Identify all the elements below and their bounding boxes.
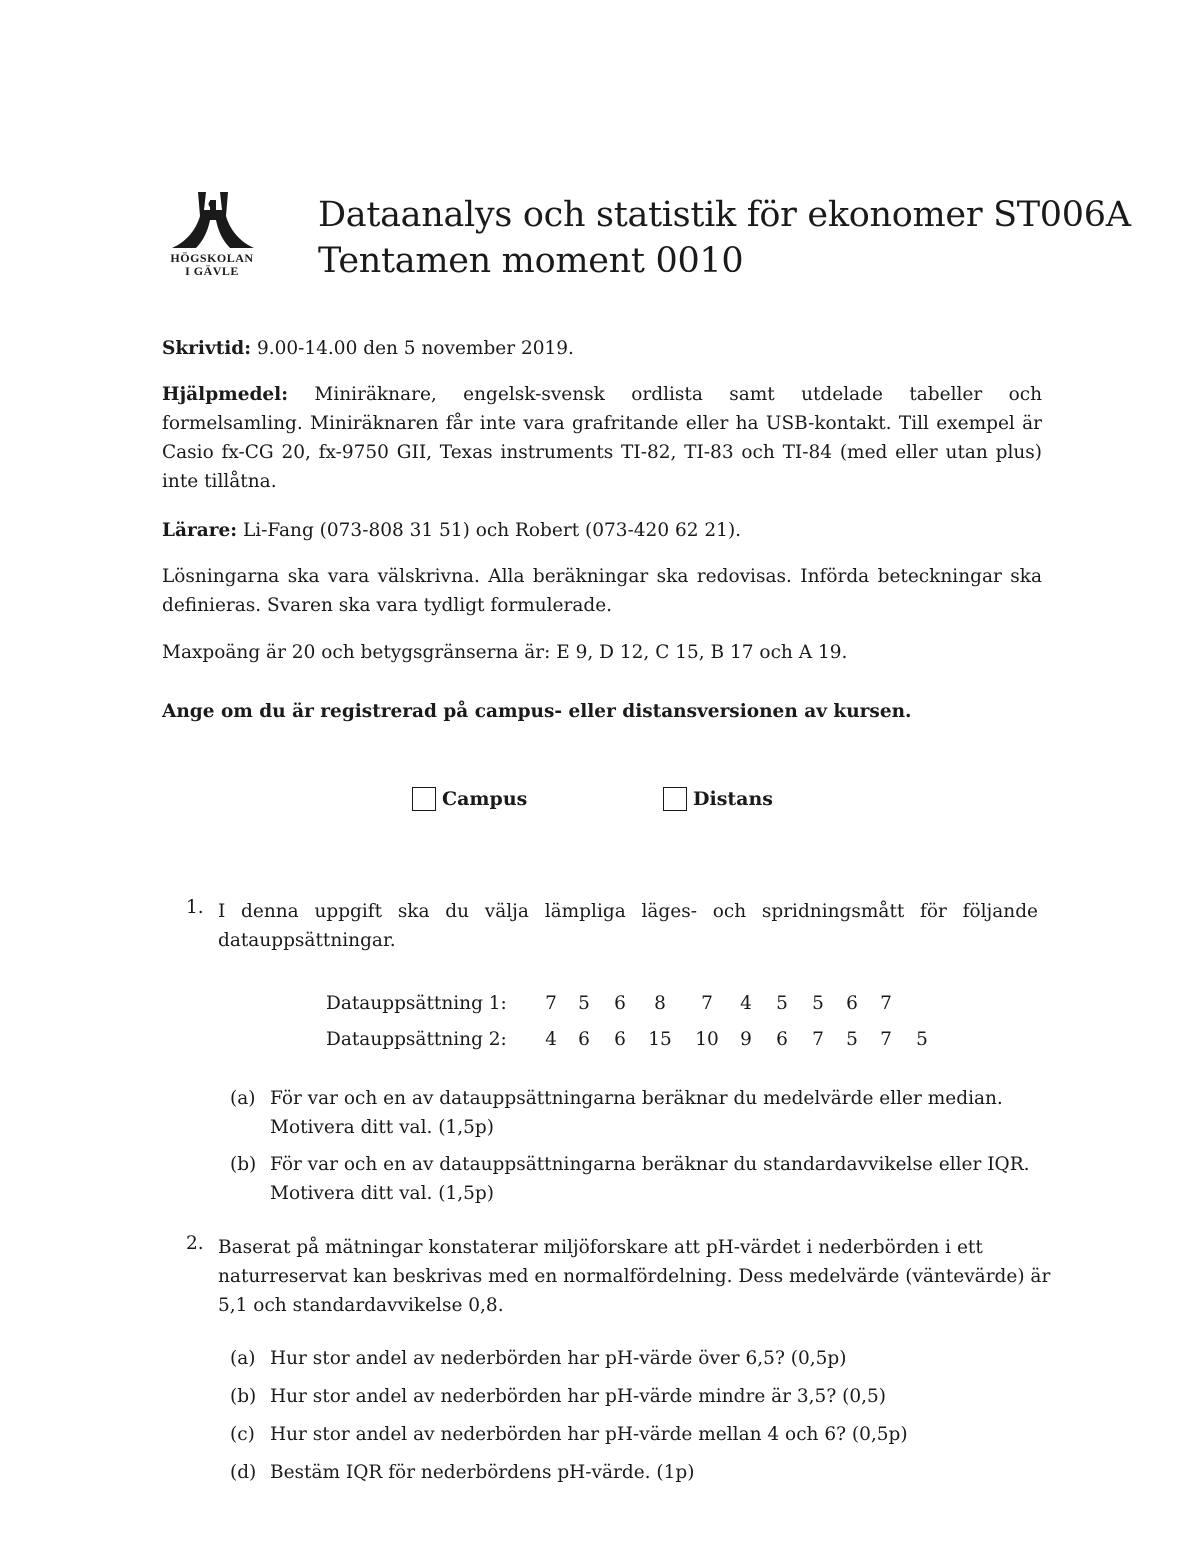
dataset-1-value: 7 [545,993,557,1014]
dataset-2-value: 4 [545,1029,557,1050]
logo-text-line2: I GÄVLE [185,264,239,278]
dataset-1-value: 5 [776,993,788,1014]
university-logo [160,190,264,282]
logo-text-line1: HÖGSKOLAN [170,251,254,265]
dataset-2-value: 9 [740,1029,752,1050]
dataset-2-value: 7 [880,1029,892,1050]
campus-label: Campus [442,788,528,810]
question-2c-label: (c) [230,1424,255,1445]
question-2d-label: (d) [230,1462,257,1483]
question-2c-text: Hur stor andel av nederbörden har pH-värde mellan 4 och 6? (0,5p) [270,1424,908,1445]
larare-label: Lärare: [162,520,238,541]
question-2b-text: Hur stor andel av nederbörden har pH-värde mindre är 3,5? (0,5) [270,1386,886,1407]
dataset-1-value: 5 [812,993,824,1014]
question-1-number: 1. [186,897,204,918]
maxpoang-paragraph: Maxpoäng är 20 och betygsgränserna är: E 9, D 12, C 15, B 17 och A 19. [162,642,848,663]
hjalpmedel-label: Hjälpmedel: [162,384,289,405]
question-1a-text: För var och en av datauppsättningarna beräknar du medelvärde eller median. Motivera ditt val. (1,5p) [270,1088,1003,1138]
dataset-1-value: 8 [654,993,666,1014]
dataset-2-value: 6 [614,1029,626,1050]
distans-checkbox[interactable] [663,787,687,811]
dataset-1-value: 6 [846,993,858,1014]
dataset-2-value: 15 [648,1029,672,1050]
hjalpmedel-value: Miniräknare, engelsk-svensk ordlista samt utdelade tabeller och formelsamling. Miniräknaren får inte vara grafritande eller ha USB-kontakt. Till exempel är Casio fx-CG 20, fx-9750 GII, Texas instruments TI-82, TI-83 och TI-84 (med eller utan plus) inte tillåtna. [162,384,1042,492]
dataset-1-value: 7 [880,993,892,1014]
dataset-1-label: Datauppsättning 1: [326,993,507,1014]
skrivtid-paragraph [162,334,1042,363]
question-1b-text: För var och en av datauppsättningarna beräknar du standardavvikelse eller IQR. Motivera ditt val. (1,5p) [270,1154,1030,1204]
larare-value: Li-Fang (073-808 31 51) och Robert (073-420 62 21). [242,520,742,541]
larare-paragraph [162,516,1042,545]
distans-option[interactable] [663,787,773,817]
question-2d-text: Bestäm IQR för nederbördens pH-värde. (1p) [270,1462,695,1483]
question-2-text: Baserat på mätningar konstaterar miljöforskare att pH-värdet i nederbörden i ett naturreservat kan beskrivas med en normalfördelning. Dess medelvärde (väntevärde) är 5,1 och standardavvikelse 0,8. [218,1237,1051,1316]
registration-prompt: Ange om du är registrerad på campus- eller distansversionen av kursen. [162,701,912,722]
dataset-2-value: 5 [916,1029,928,1050]
question-2a-label: (a) [230,1348,256,1369]
question-2a-text: Hur stor andel av nederbörden har pH-värde över 6,5? (0,5p) [270,1348,847,1369]
logo-emblem-icon [160,190,264,252]
dataset-2-label: Datauppsättning 2: [326,1029,507,1050]
dataset-2-value: 10 [695,1029,719,1050]
dataset-2-value: 5 [846,1029,858,1050]
losningar-paragraph: Lösningarna ska vara välskrivna. Alla beräkningar ska redovisas. Införda beteckningar ska definieras. Svaren ska vara tydligt formulerade. [162,566,1042,616]
skrivtid-label: Skrivtid: [162,338,252,359]
skrivtid-value: 9.00-14.00 den 5 november 2019. [256,338,574,359]
dataset-1-value: 5 [578,993,590,1014]
question-1a-label: (a) [230,1088,256,1109]
dataset-2-value: 6 [776,1029,788,1050]
dataset-1-value: 4 [740,993,752,1014]
question-2-number: 2. [186,1233,204,1254]
hjalpmedel-paragraph [162,380,1042,496]
dataset-2-value: 7 [812,1029,824,1050]
campus-option[interactable] [412,787,527,817]
dataset-1-value: 6 [614,993,626,1014]
question-2b-label: (b) [230,1386,257,1407]
question-1-text: I denna uppgift ska du välja lämpliga läges- och spridningsmått för följande datauppsättningar. [218,901,1038,951]
exam-title [318,192,1131,284]
dataset-2-value: 6 [578,1029,590,1050]
distans-label: Distans [693,788,773,810]
title-line-1: Dataanalys och statistik för ekonomer ST006A [318,195,1131,235]
title-line-2: Tentamen moment 0010 [318,241,744,281]
campus-checkbox[interactable] [412,787,436,811]
question-1b-label: (b) [230,1154,257,1175]
dataset-1-value: 7 [701,993,713,1014]
